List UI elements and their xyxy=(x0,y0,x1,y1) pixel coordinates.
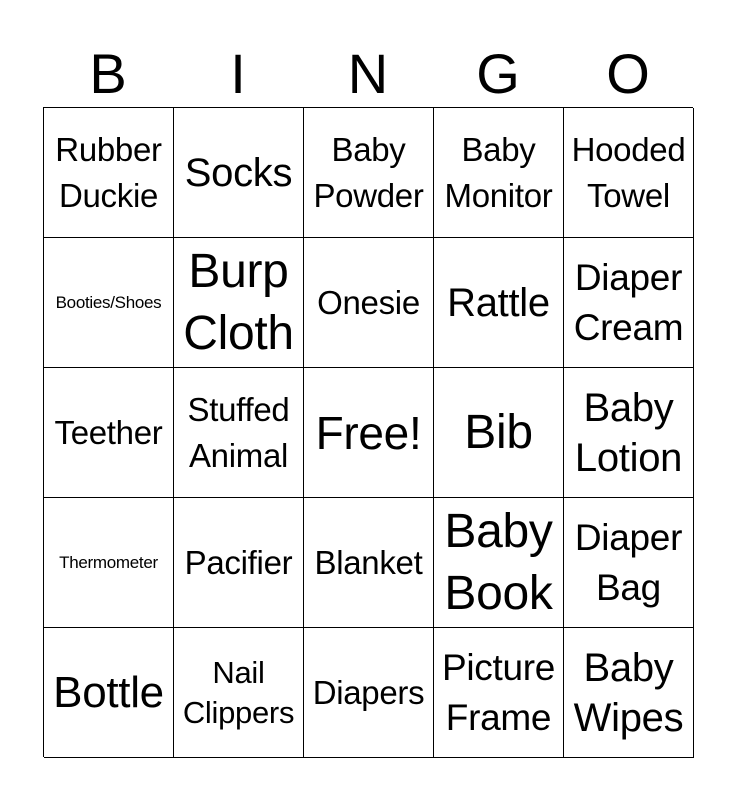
cell-label: Stuffed Animal xyxy=(187,390,290,474)
bingo-cell-diaper-cream[interactable] xyxy=(564,238,694,368)
bingo-cell-baby-monitor[interactable] xyxy=(434,108,564,238)
bingo-cell-rubber-duckie[interactable] xyxy=(44,108,174,238)
cell-label: Diapers xyxy=(312,673,425,711)
cell-label: Onesie xyxy=(317,283,420,321)
bingo-cell-burp-cloth[interactable] xyxy=(174,238,304,368)
header-letter-n: N xyxy=(347,42,389,105)
bingo-cell-free-space[interactable] xyxy=(304,368,434,498)
header-letter-o: O xyxy=(606,42,650,105)
bingo-cell-teether[interactable] xyxy=(44,368,174,498)
cell-label: Bottle xyxy=(53,667,164,717)
bingo-cell-diaper-bag[interactable] xyxy=(564,498,694,628)
bingo-cell-onesie[interactable] xyxy=(304,238,434,368)
cell-label: Blanket xyxy=(314,543,423,581)
cell-label: Nail Clippers xyxy=(182,654,295,730)
cell-label: Baby Book xyxy=(444,504,553,620)
header-letter-i: I xyxy=(230,42,246,105)
bingo-cell-baby-book[interactable] xyxy=(434,498,564,628)
cell-label: Booties/Shoes xyxy=(55,292,162,312)
bingo-cell-blanket[interactable] xyxy=(304,498,434,628)
cell-label: Hooded Towel xyxy=(571,130,686,214)
cell-label: Bib xyxy=(464,405,533,459)
cell-label: Teether xyxy=(54,413,163,451)
bingo-cell-picture-frame[interactable] xyxy=(434,628,564,758)
cell-label: Burp Cloth xyxy=(183,244,294,360)
cell-label: Diaper Bag xyxy=(574,516,683,608)
bingo-cell-baby-wipes[interactable] xyxy=(564,628,694,758)
bingo-cell-baby-powder[interactable] xyxy=(304,108,434,238)
cell-label: Socks xyxy=(184,150,293,195)
bingo-cell-hooded-towel[interactable] xyxy=(564,108,694,238)
cell-label: Diaper Cream xyxy=(573,256,684,348)
cell-label: Baby Powder xyxy=(313,130,424,214)
bingo-cell-baby-lotion[interactable] xyxy=(564,368,694,498)
bingo-cell-diapers[interactable] xyxy=(304,628,434,758)
bingo-cell-booties-shoes[interactable] xyxy=(44,238,174,368)
cell-label: Pacifier xyxy=(184,543,293,581)
bingo-cell-pacifier[interactable] xyxy=(174,498,304,628)
bingo-header xyxy=(43,40,693,108)
cell-label: Rattle xyxy=(447,280,550,325)
bingo-cell-rattle[interactable] xyxy=(434,238,564,368)
bingo-board xyxy=(43,107,693,757)
bingo-cell-bib[interactable] xyxy=(434,368,564,498)
bingo-cell-socks[interactable] xyxy=(174,108,304,238)
cell-label: Free! xyxy=(315,406,422,459)
header-letter-b: B xyxy=(89,42,127,105)
cell-label: Baby Wipes xyxy=(573,645,684,740)
cell-label: Thermometer xyxy=(59,552,158,572)
cell-label: Picture Frame xyxy=(441,646,556,738)
bingo-cell-bottle[interactable] xyxy=(44,628,174,758)
bingo-cell-stuffed-animal[interactable] xyxy=(174,368,304,498)
cell-label: Baby Monitor xyxy=(444,130,553,214)
cell-label: Baby Lotion xyxy=(574,385,683,480)
header-letter-g: G xyxy=(476,42,520,105)
cell-label: Rubber Duckie xyxy=(55,130,162,214)
bingo-cell-nail-clippers[interactable] xyxy=(174,628,304,758)
bingo-cell-thermometer[interactable] xyxy=(44,498,174,628)
